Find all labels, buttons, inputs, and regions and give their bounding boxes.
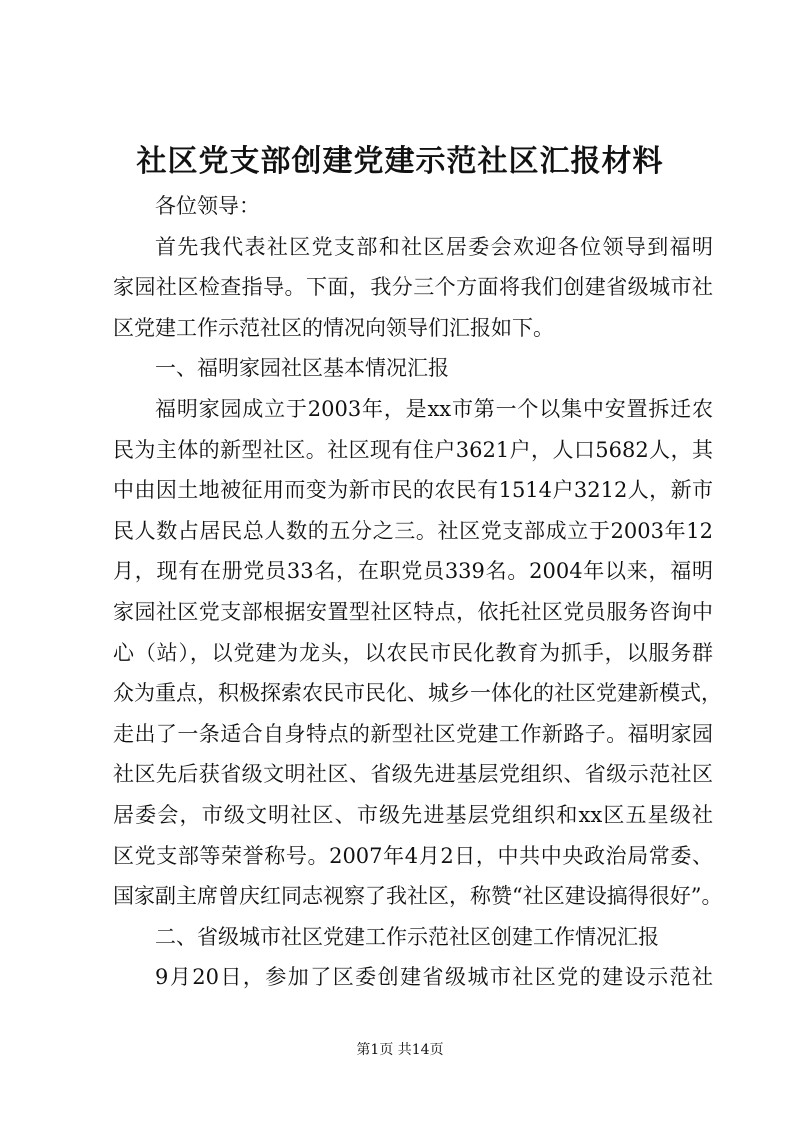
paragraph-line: 家园社区党支部根据安置型社区特点，依托社区党员服务咨询中 (113, 599, 713, 624)
paragraph-line: 福明家园成立于2003年，是xx市第一个以集中安置拆迁农 (155, 396, 713, 421)
paragraph-line: 家园社区检查指导。下面，我分三个方面将我们创建省级城市社 (113, 275, 713, 300)
paragraph-line: 民人数占居民总人数的五分之三。社区党支部成立于2003年12 (113, 518, 713, 543)
paragraph-line: 民为主体的新型社区。社区现有住户3621户，人口5682人，其 (113, 437, 713, 462)
section-heading: 一、福明家园社区基本情况汇报 (155, 356, 449, 381)
document-title: 社区党支部创建党建示范社区汇报材料 (136, 144, 664, 179)
paragraph-line: 区党建工作示范社区的情况向领导们汇报如下。 (113, 315, 554, 340)
page-number-footer: 第1页 共14页 (356, 1042, 444, 1058)
document-body (113, 186, 723, 998)
paragraph-line: 9月20日，参加了区委创建省级城市社区党的建设示范社 (155, 965, 713, 990)
paragraph-line: 心（站），以党建为龙头，以农民市民化教育为抓手，以服务群 (113, 640, 713, 665)
paragraph-line: 居委会，市级文明社区、市级先进基层党组织和xx区五星级社 (113, 802, 713, 827)
paragraph-line: 月，现有在册党员33名，在职党员339名。2004年以来，福明 (113, 559, 713, 584)
paragraph-line: 首先我代表社区党支部和社区居委会欢迎各位领导到福明 (155, 234, 713, 259)
paragraph-line: 社区先后获省级文明社区、省级先进基层党组织、省级示范社区 (113, 762, 713, 787)
paragraph-line: 中由因土地被征用而变为新市民的农民有1514户3212人，新市 (113, 478, 713, 503)
paragraph-line: 众为重点，积极探索农民市民化、城乡一体化的社区党建新模式， (113, 681, 722, 706)
paragraph-line: 区党支部等荣誉称号。2007年4月2日，中共中央政治局常委、 (113, 843, 713, 868)
section-heading: 二、省级城市社区党建工作示范社区创建工作情况汇报 (155, 924, 659, 949)
paragraph-line: 国家副主席曾庆红同志视察了我社区，称赞“社区建设搞得很好”。 (113, 884, 723, 909)
salutation-line: 各位领导： (155, 194, 260, 218)
paragraph-line: 走出了一条适合自身特点的新型社区党建工作新路子。福明家园 (113, 721, 713, 746)
